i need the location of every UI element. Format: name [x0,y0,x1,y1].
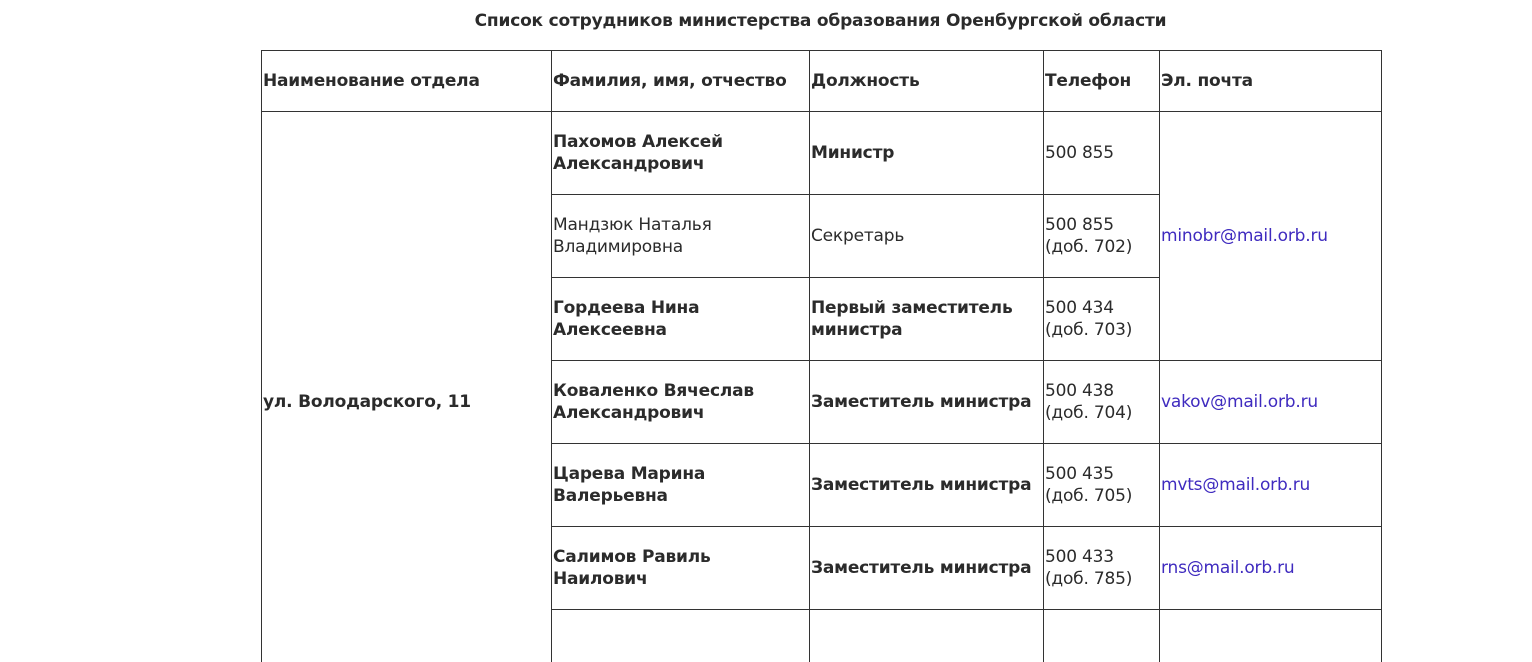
name-cell: Коваленко Вячеслав Александрович [552,361,810,444]
table-header-row [262,51,1382,112]
email-cell [1160,361,1382,444]
name-cell: Царева Марина Валерьевна [552,444,810,527]
phone-number: 500 855 [1045,215,1114,235]
phone-extension: (доб. 704) [1045,403,1133,423]
header-position: Должность [810,51,1044,112]
email-link[interactable]: minobr@mail.orb.ru [1161,226,1328,246]
name-cell: Гордеева Нина Алексеевна [552,278,810,361]
phone-number: 500 855 [1045,143,1114,163]
phone-number: 500 434 [1045,298,1114,318]
email-link[interactable]: vakov@mail.orb.ru [1161,392,1318,412]
phone-cell [1044,527,1160,610]
table-row [262,112,1382,195]
position-cell: Первый заместитель министра [810,278,1044,361]
phone-extension: (доб. 703) [1045,320,1133,340]
position-cell: Заместитель министра [810,444,1044,527]
staff-table [261,50,1382,662]
header-email: Эл. почта [1160,51,1382,112]
email-cell [1160,527,1382,610]
phone-cell [1044,278,1160,361]
phone-cell [1044,444,1160,527]
phone-number: 500 433 [1045,547,1114,567]
phone-number: 500 435 [1045,464,1114,484]
phone-cell [1044,361,1160,444]
position-cell: Заместитель министра [810,361,1044,444]
email-link[interactable]: mvts@mail.orb.ru [1161,475,1311,495]
name-cell: Мандзюк Наталья Владимировна [552,195,810,278]
position-cell: Министр [810,112,1044,195]
position-cell: Секретарь [810,195,1044,278]
email-cell [1160,112,1382,361]
phone-extension: (доб. 702) [1045,237,1133,257]
email-link[interactable]: rns@mail.orb.ru [1161,558,1295,578]
name-cell [552,610,810,662]
header-name: Фамилия, имя, отчество [552,51,810,112]
position-cell: Заместитель министра [810,527,1044,610]
phone-cell [1044,610,1160,662]
header-department: Наименование отдела [262,51,552,112]
phone-extension: (доб. 705) [1045,486,1133,506]
page-title: Список сотрудников министерства образования Оренбургской области [474,11,1167,31]
phone-number: 500 438 [1045,381,1114,401]
position-cell [810,610,1044,662]
name-cell: Пахомов Алексей Александрович [552,112,810,195]
phone-extension: (доб. 785) [1045,569,1133,589]
phone-cell [1044,195,1160,278]
name-cell: Салимов Равиль Наилович [552,527,810,610]
email-cell [1160,610,1382,662]
header-phone: Телефон [1044,51,1160,112]
department-cell: ул. Володарского, 11 [262,112,552,662]
phone-cell [1044,112,1160,195]
email-cell [1160,444,1382,527]
